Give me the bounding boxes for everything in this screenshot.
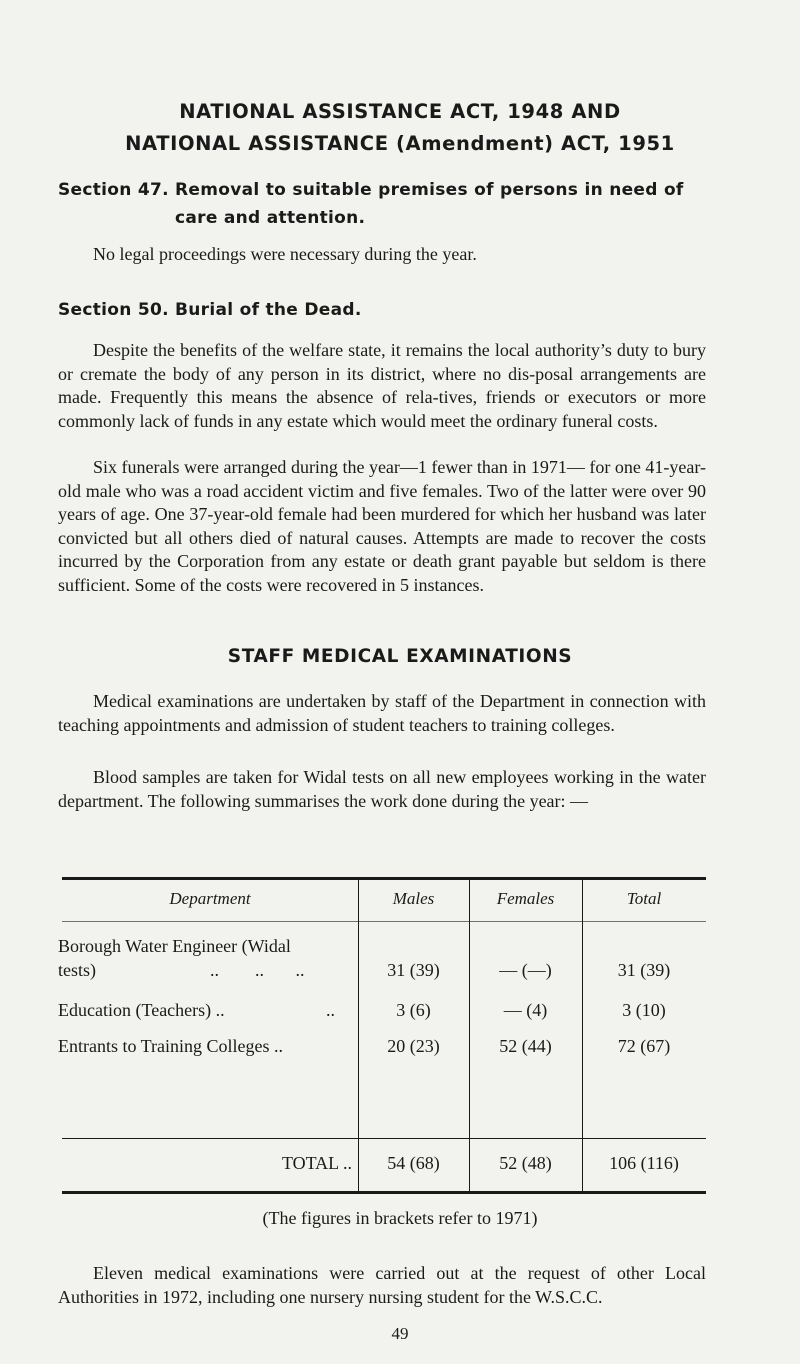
row-3-females: 52 (44) [499,1036,552,1056]
row-2-leader-dots: .. [326,1000,335,1020]
row-2-females: — (4) [503,1000,548,1020]
row-2-department: Education (Teachers) .. [58,1000,225,1020]
title-line-2: NATIONAL ASSISTANCE (Amendment) ACT, 1951 [125,132,675,155]
table-total-rule [62,1138,706,1139]
table-bottom-rule [62,1191,706,1194]
table-col-rule-3 [582,879,583,1191]
table-top-rule [62,877,706,880]
section-47-heading-line-1: Removal to suitable premises of persons in need of [175,180,684,200]
row-1-leader-dots: .. .. .. [210,960,305,980]
row-1-males: 31 (39) [387,960,440,980]
closing-paragraph: Eleven medical examinations were carried out at the request of other Local Authorities in 1972, including one nursery nursing student for the W.S.C.C. [58,1263,706,1307]
section-50-paragraph-2: Six funerals were arranged during the year—1 fewer than in 1971— for one 41-year-old male who was a road accident victim and five females. Two of the latter were over 90 years of age. One 37-year-old female had been murdered for which her husband was later convicted but all others died of natural causes. Attempts are made to recover the costs incurred by the Corporation from any estate or death grant payable but seldom is there sufficient. Some of the costs were recovered in 5 instances. [58,457,706,595]
header-department: Department [169,889,251,908]
total-label: TOTAL .. [281,1153,352,1173]
staff-paragraph-2: Blood samples are taken for Widal tests on all new employees working in the water department. The following summarises the work done during the year: — [58,767,706,811]
total-females: 52 (48) [499,1153,552,1173]
row-3-total: 72 (67) [617,1036,671,1056]
total-total: 106 (116) [609,1153,679,1173]
section-47-label: Section 47. [58,180,169,200]
header-males: Males [392,889,435,908]
row-1-total: 31 (39) [617,960,671,980]
row-3-males: 20 (23) [387,1036,440,1056]
section-50-heading: Burial of the Dead. [175,300,362,320]
total-males: 54 (68) [387,1153,440,1173]
section-47-paragraph: No legal proceedings were necessary during the year. [93,244,477,264]
staff-heading: STAFF MEDICAL EXAMINATIONS [227,646,573,667]
section-50-paragraph-1: Despite the benefits of the welfare state, it remains the local authority’s duty to bury or cremate the body of any person in its district, where no dis-posal arrangements are made. Frequently this means the absence of rela-tives, friends or executors or more commonly lack of funds in any estate which would meet the ordinary funeral costs. [58,340,706,431]
row-1-department-line-1: Borough Water Engineer (Widal [58,936,291,956]
table-col-rule-2 [469,879,470,1191]
staff-paragraph-1: Medical examinations are undertaken by staff of the Department in connection with teaching appointments and admission of student teachers to training colleges. [58,691,706,735]
row-1-department-line-2: tests) [58,960,96,980]
page-number: 49 [391,1324,409,1343]
title-line-1: NATIONAL ASSISTANCE ACT, 1948 AND [179,100,621,123]
section-47-heading-line-2: care and attention. [175,208,366,228]
header-total: Total [626,889,662,908]
section-50-label: Section 50. [58,300,169,320]
row-1-females: — (—) [499,960,552,980]
row-3-department: Entrants to Training Colleges .. [58,1036,283,1056]
header-females: Females [496,889,555,908]
table-col-rule-1 [358,879,359,1191]
row-2-males: 3 (6) [396,1000,431,1020]
row-2-total: 3 (10) [622,1000,666,1020]
table-header-rule [62,921,706,922]
table-note: (The figures in brackets refer to 1971) [262,1208,538,1228]
